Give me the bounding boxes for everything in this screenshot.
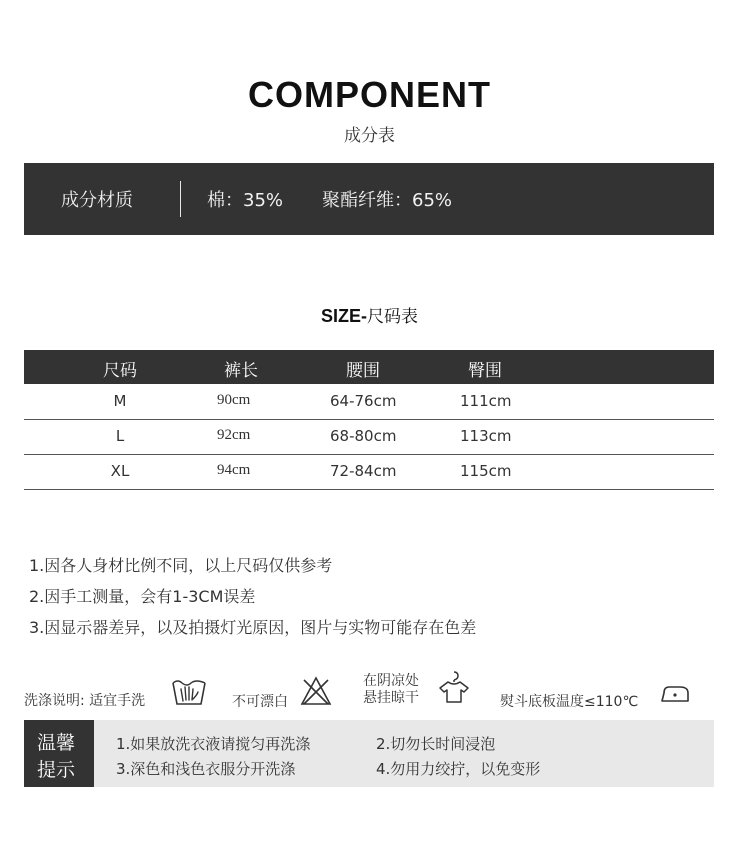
care-hand-wash-text: 适宜手洗 <box>89 693 146 709</box>
cell-hip: 111cm <box>460 392 512 410</box>
composition-divider <box>180 181 181 217</box>
size-table-header <box>24 350 714 384</box>
cell-size: L <box>115 427 125 445</box>
tip-item: 1.如果放洗衣液请搅匀再洗涤 <box>116 735 311 753</box>
care-shade-dry-text <box>363 673 419 707</box>
cell-waist: 68-80cm <box>330 427 397 445</box>
tips-label-line-1: 温馨 <box>37 732 76 754</box>
size-title-bold: SIZE- <box>320 306 367 326</box>
note-item: 2.因手工测量，会有1-3CM误差 <box>29 587 256 606</box>
care-no-bleach-text: 不可漂白 <box>232 694 288 710</box>
header-hip: 臀围 <box>468 361 502 381</box>
cell-size: XL <box>110 462 130 480</box>
page-subtitle: 成分表 <box>344 126 395 146</box>
cell-hip: 115cm <box>460 462 512 480</box>
cell-waist: 72-84cm <box>330 462 397 480</box>
care-iron-text: 熨斗底板温度≤110℃ <box>500 694 639 710</box>
cell-size: M <box>113 392 127 410</box>
tips-box <box>24 720 714 787</box>
composition-cotton: 棉：35% <box>207 190 284 211</box>
tips-label-line-2: 提示 <box>37 759 76 781</box>
iron-icon <box>660 684 690 704</box>
tip-item: 4.勿用力绞拧，以免变形 <box>376 760 541 778</box>
header-length: 裤长 <box>224 361 258 381</box>
tip-item: 3.深色和浅色衣服分开洗涤 <box>116 760 296 778</box>
tip-item: 2.切勿长时间浸泡 <box>376 735 496 753</box>
table-row <box>24 454 714 490</box>
size-table-title <box>0 302 739 327</box>
header-size: 尺码 <box>103 361 137 381</box>
table-row <box>24 384 714 420</box>
shade-dry-line-1: 在阴凉处 <box>363 673 419 689</box>
composition-bar <box>24 163 714 235</box>
header-waist: 腰围 <box>346 361 380 381</box>
cell-length: 94cm <box>217 462 251 478</box>
care-row <box>24 690 145 710</box>
table-row <box>24 419 714 455</box>
tips-label <box>24 720 94 787</box>
cell-hip: 113cm <box>460 427 512 445</box>
size-title-rest: 尺码表 <box>367 307 418 327</box>
cell-length: 92cm <box>217 427 251 443</box>
hang-dry-icon <box>437 670 471 704</box>
hand-wash-icon <box>171 677 207 707</box>
composition-label: 成分材质 <box>61 190 133 211</box>
note-item: 3.因显示器差异，以及拍摄灯光原因，图片与实物可能存在色差 <box>29 618 477 637</box>
care-label: 洗涤说明: <box>24 693 85 709</box>
cell-length: 90cm <box>217 392 251 408</box>
composition-polyester: 聚酯纤维：65% <box>322 190 453 211</box>
shade-dry-line-2: 悬挂晾干 <box>363 690 419 706</box>
no-bleach-icon <box>300 676 332 706</box>
page-title: COMPONENT <box>248 74 491 115</box>
cell-waist: 64-76cm <box>330 392 397 410</box>
note-item: 1.因各人身材比例不同，以上尺码仅供参考 <box>29 556 333 575</box>
